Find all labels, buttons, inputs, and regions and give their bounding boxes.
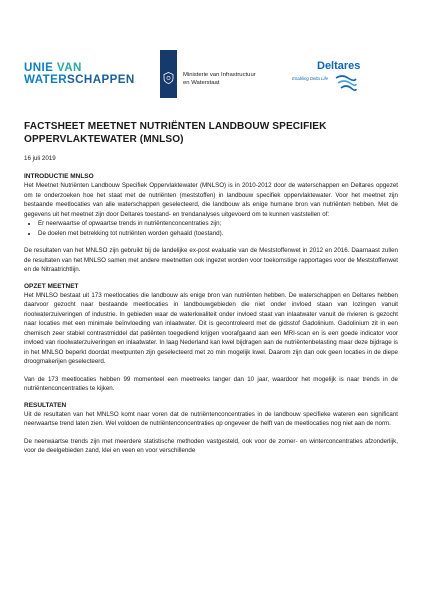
intro-bullet-item: • De doelen met betrekking tot nutriënten worden gehaald (toestand).	[38, 229, 398, 239]
uvw-logo-word-water: WATER	[24, 73, 68, 86]
ministry-name-line-2: en Waterstaat	[183, 79, 220, 86]
resultaten-paragraph-2: De neerwaartse trends zijn met meerdere statistische methoden vastgesteld, ook voor de zomer- en winterconcentraties afzonderlijk, voor de deelgebieden zand, klei en veen en voor verschillende	[24, 437, 398, 455]
opzet-paragraph-1: Het MNLSO bestaat uit 173 meetlocaties die landbouw als enige bron van nutriënten hebben. De waterschappen en Deltares hebben daarvoor gezocht naar bestaande meetlocaties in landbouwgebieden die niet onder invloed staan van lozingen vanuit rioolwaterzuiveringen of industrie. In gebieden waar de waterkwaliteit onder invloed staat van inlaatwater vanuit de rivieren is gezocht naar locaties met een minimale beïnvloeding van inlaatwater. Dit is gecontroleerd met de gidsstof Gadolinium. Gadolinium zit in een chemisch zeer stabiel contrastmiddel dat patiënten toegediend krijgen voorafgaand aan een MRI-scan en is een goede indicator voor invloed van rioolwaterzuiveringen en inlaatwater. In laag Nederland kan kwel bijdragen aan de nutriëntenbelasting maar deze bijdrage is in het MNLSO beperkt doordat meetpunten zijn geselecteerd met zo min mogelijk kwel. Daarom zijn dan ook geen locaties in de diepe droogmakerijen geselecteerd.	[24, 291, 398, 366]
deltares-wave-icon	[334, 74, 358, 92]
logo-header	[0, 50, 421, 100]
deltares-wordmark: Deltares	[317, 60, 361, 72]
rijksoverheid-crest-icon	[163, 72, 174, 84]
section-heading-introductie: INTRODUCTIE MNLSO	[24, 173, 94, 181]
uvw-logo-word-van: VAN	[53, 61, 82, 74]
resultaten-paragraph-1: Uit de resultaten van het MNLSO komt naar voren dat de nutriëntenconcentraties in de landbouw specifieke wateren een significant neerwaartse trend laten zien. Wel voldoen de nutriëntenconcentraties op ongeveer de helft van de meetlocaties nog niet aan de norm.	[24, 410, 398, 428]
ministry-name	[183, 72, 256, 87]
deltares-tagline: Enabling Delta Life	[292, 76, 329, 81]
unie-van-waterschappen-logo	[24, 62, 164, 86]
intro-bullet-item: • Er neerwaartse of opwaartse trends in nutriëntenconcentraties zijn;	[38, 219, 398, 229]
section-heading-resultaten: RESULTATEN	[24, 401, 67, 409]
uvw-logo-word-unie: UNIE	[24, 61, 54, 74]
document-title: FACTSHEET MEETNET NUTRIËNTEN LANDBOUW SPECIFIEK OPPERVLAKTEWATER (MNLSO)	[24, 121, 327, 145]
deltares-logo	[290, 58, 400, 94]
uvw-logo-word-schappen: SCHAPPEN	[67, 73, 135, 86]
intro-paragraph-1: Het Meetnet Nutriënten Landbouw Specifiek Oppervlaktewater (MNLSO) is in 2010-2012 door de waterschappen en Deltares opgezet om te onderzoeken hoe het staat met de nutriënten (meststoffen) in landbouw specifiek oppervlaktewater. Voor het meetnet zijn bestaande meetlocaties van alle waterschappen geselecteerd, die landbouw als enige humane bron van nutriënten hebben. Met de gegevens uit het meetnet zijn door Deltares toestand- en trendanalyses uitgevoerd om te kunnen vaststellen of:	[24, 182, 398, 218]
section-heading-opzet-meetnet: OPZET MEETNET	[24, 282, 79, 290]
document-date: 16 juli 2019	[24, 155, 56, 163]
document-body	[24, 121, 398, 456]
intro-paragraph-2: De resultaten van het MNLSO zijn gebruikt bij de landelijke ex-post evaluatie van de Meststoffenwet in 2012 en 2016. Daarnaast zullen de resultaten van het MNLSO samen met andere meetnetten ook ingezet worden voor toekomstige rapportages voor de Meststoffenwet en de Nitraatrichtlijn.	[24, 247, 398, 274]
intro-bullet-list	[24, 219, 398, 238]
ministry-name-line-1: Ministerie van Infrastructuur	[183, 72, 256, 78]
opzet-paragraph-2: Van de 173 meetlocaties hebben 99 momenteel een meetreeks langer dan 10 jaar, waardoor het mogelijk is naar trends in de nutriëntenconcentraties te kijken.	[24, 375, 398, 393]
